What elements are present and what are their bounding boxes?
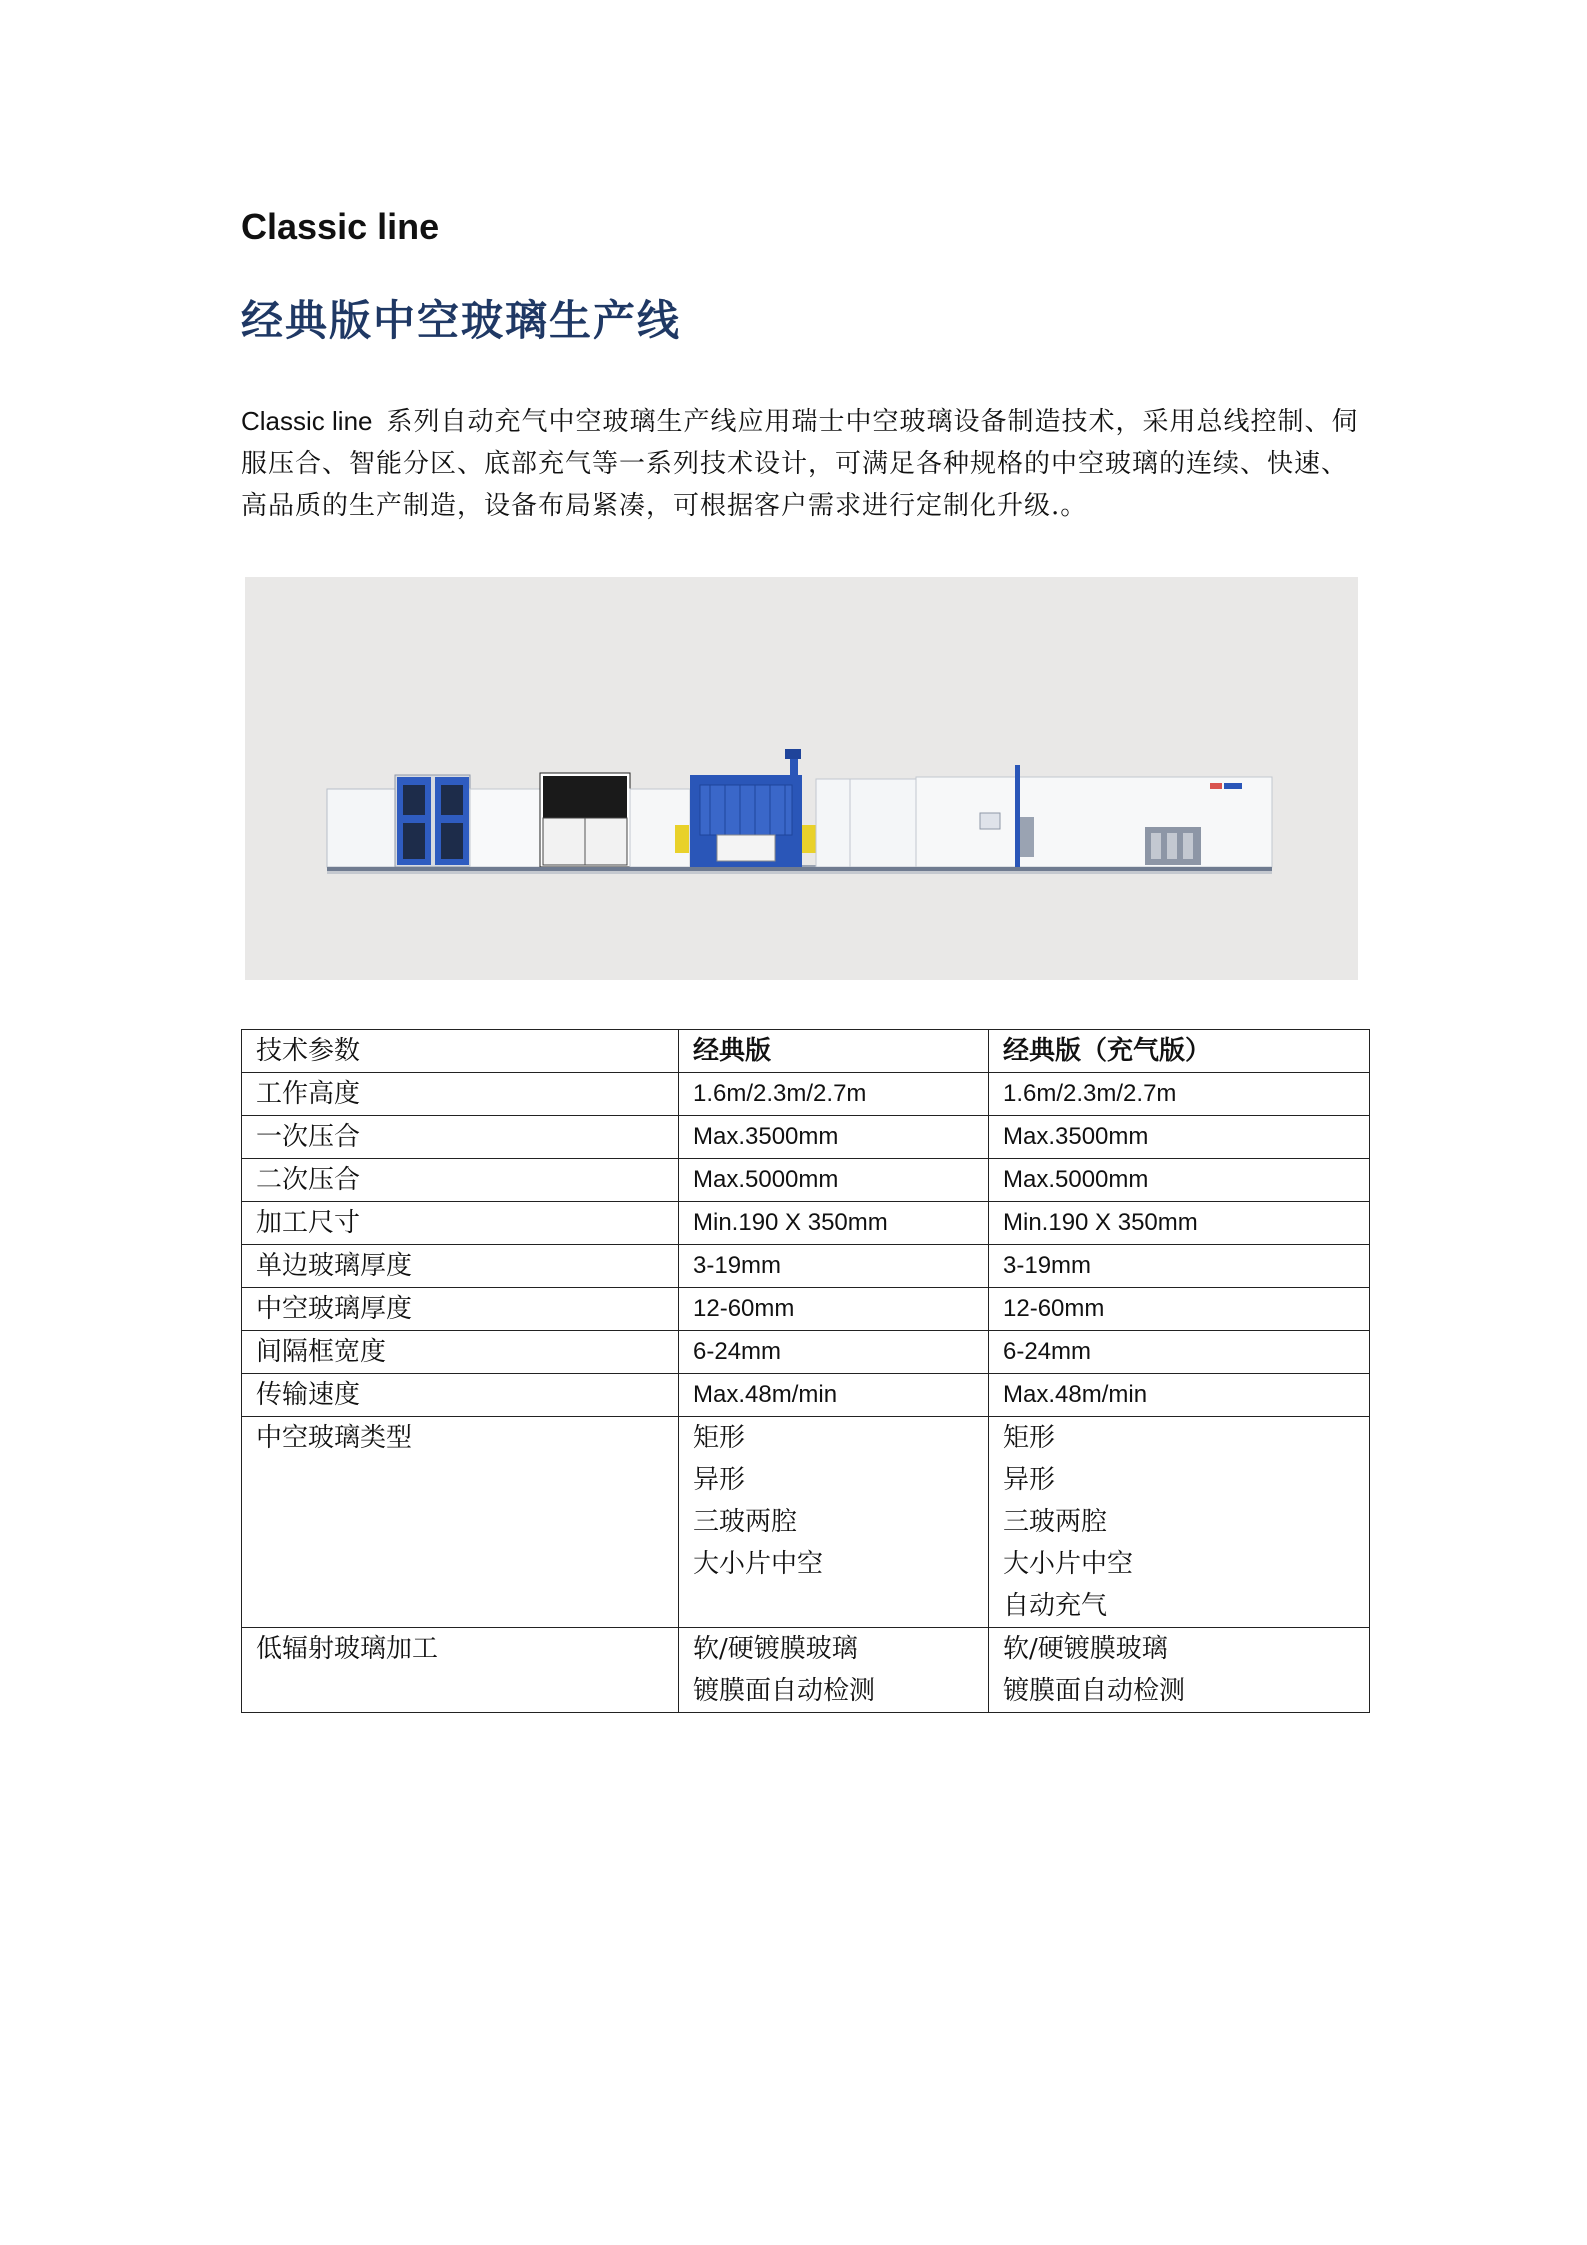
table-row [242, 1288, 1370, 1331]
list-item: 异形 [693, 1465, 746, 1495]
table-row [242, 1245, 1370, 1288]
value-classic: 6-24mm [679, 1331, 989, 1374]
list-item: 异形 [1003, 1465, 1056, 1495]
table-header-row [242, 1030, 1370, 1073]
value-gas [989, 1628, 1370, 1713]
param-name [242, 1417, 679, 1628]
value-gas: 12-60mm [989, 1288, 1370, 1331]
value-gas: 3-19mm [989, 1245, 1370, 1288]
value-classic: 12-60mm [679, 1288, 989, 1331]
table-row [242, 1374, 1370, 1417]
spec-table [241, 1029, 1370, 1713]
list-item: 三玻两腔 [693, 1507, 798, 1537]
param-name-text: 低辐射玻璃加工 [256, 1634, 439, 1664]
header-cell: 经典版（充气版） [989, 1030, 1370, 1073]
list-item: 矩形 [1003, 1423, 1056, 1453]
param-name: 工作高度 [242, 1073, 679, 1116]
param-name: 中空玻璃厚度 [242, 1288, 679, 1331]
value-gas: 1.6m/2.3m/2.7m [989, 1073, 1370, 1116]
value-classic: Max.5000mm [679, 1159, 989, 1202]
param-name: 单边玻璃厚度 [242, 1245, 679, 1288]
param-name: 加工尺寸 [242, 1202, 679, 1245]
param-name: 二次压合 [242, 1159, 679, 1202]
list-item: 镀膜面自动检测 [693, 1676, 876, 1706]
value-gas: Max.5000mm [989, 1159, 1370, 1202]
value-gas [989, 1417, 1370, 1628]
list-item: 矩形 [693, 1423, 746, 1453]
intro-text: 系列自动充气中空玻璃生产线应用瑞士中空玻璃设备制造技术，采用总线控制、伺服压合、智能分区、底部充气等一系列技术设计，可满足各种规格的中空玻璃的连续、快速、高品质的生产制造，设备布局紧凑，可根据客户需求进行定制化升级.。 [241, 407, 1359, 521]
value-classic [679, 1628, 989, 1713]
value-classic: 1.6m/2.3m/2.7m [679, 1073, 989, 1116]
table-row [242, 1202, 1370, 1245]
list-item: 大小片中空 [693, 1549, 824, 1579]
value-gas: Min.190 X 350mm [989, 1202, 1370, 1245]
header-cell: 技术参数 [242, 1030, 679, 1073]
value-classic: Min.190 X 350mm [679, 1202, 989, 1245]
list-item: 大小片中空 [1003, 1549, 1134, 1579]
list-item: 自动充气 [1003, 1591, 1108, 1621]
value-gas: 6-24mm [989, 1331, 1370, 1374]
param-name: 传输速度 [242, 1374, 679, 1417]
value-gas: Max.48m/min [989, 1374, 1370, 1417]
value-classic: 3-19mm [679, 1245, 989, 1288]
param-name: 一次压合 [242, 1116, 679, 1159]
production-line-illustration [245, 577, 1358, 980]
production-line-image [245, 577, 1358, 980]
table-row [242, 1331, 1370, 1374]
list-item: 三玻两腔 [1003, 1507, 1108, 1537]
list-item: 软/硬镀膜玻璃 [1003, 1634, 1168, 1664]
param-name-text: 中空玻璃类型 [256, 1423, 413, 1453]
table-row [242, 1073, 1370, 1116]
value-classic [679, 1417, 989, 1628]
value-classic: Max.3500mm [679, 1116, 989, 1159]
list-item: 镀膜面自动检测 [1003, 1676, 1186, 1706]
title-chinese: 经典版中空玻璃生产线 [241, 296, 682, 345]
table-row-lowe [242, 1628, 1370, 1713]
list-item: 软/硬镀膜玻璃 [693, 1634, 858, 1664]
value-classic: Max.48m/min [679, 1374, 989, 1417]
title-english: Classic line [241, 206, 440, 247]
table-row-glass-types [242, 1417, 1370, 1628]
table-row [242, 1116, 1370, 1159]
intro-lead: Classic line [241, 406, 373, 436]
header-cell: 经典版 [679, 1030, 989, 1073]
param-name: 间隔框宽度 [242, 1331, 679, 1374]
table-row [242, 1159, 1370, 1202]
param-name [242, 1628, 679, 1713]
intro-paragraph [241, 400, 1366, 527]
value-gas: Max.3500mm [989, 1116, 1370, 1159]
